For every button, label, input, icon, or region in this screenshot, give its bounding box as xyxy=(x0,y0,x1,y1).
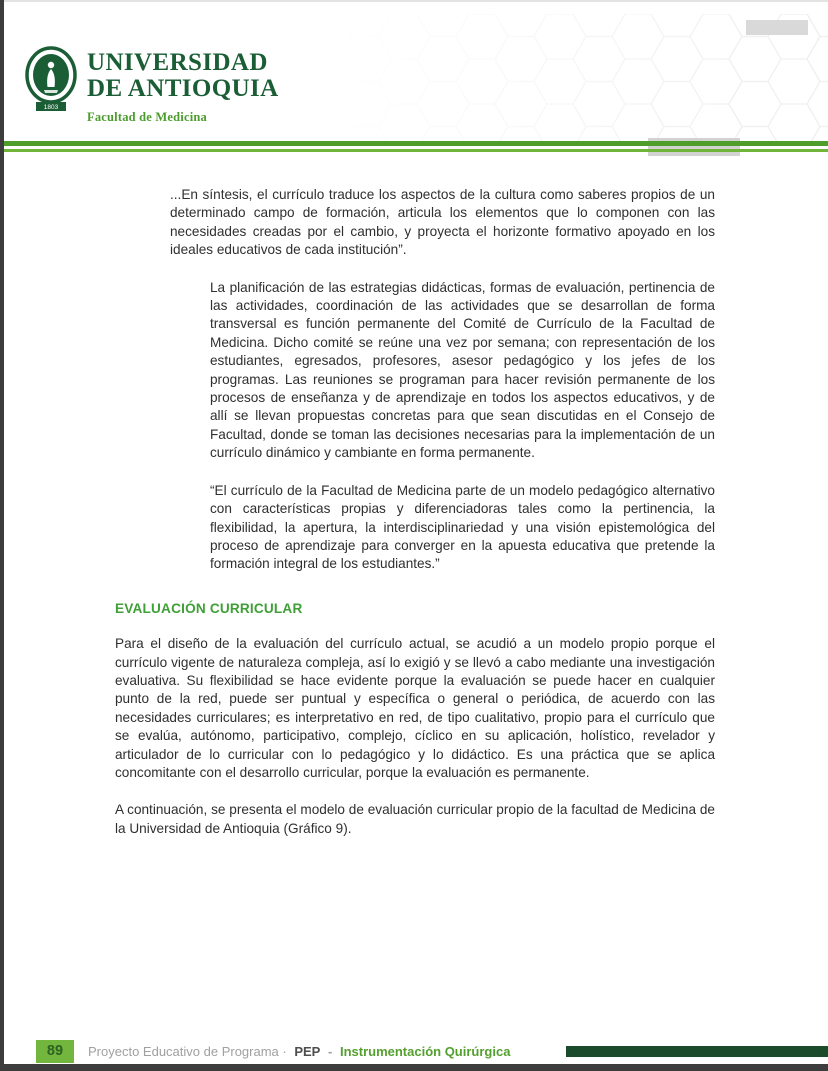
evaluation-paragraph: Para el diseño de la evaluación del currículo actual, se acudió a un modelo propio porque el currículo vigente de naturaleza compleja, así lo exigió y se llevó a cabo mediante una investigación evaluativa. Su flexibilidad se hace evidente porque la evaluación se puede hacer en cualquier punto de la red, puede ser puntual y específica o general o periódica, de acuerdo con las necesidades curriculares; es interpretativo en red, de tipo cualitativo, propio para el currículo que se evalúa, autónomo, participativo, complejo, cíclico en su aplicación, holístico, revelador y articulador de lo curricular con lo pedagógico y lo didáctico. Es una práctica que se aplica concomitante con el desarrollo curricular, porque la evaluación es permanente. xyxy=(115,636,715,780)
crest-year: 1803 xyxy=(43,104,59,111)
footer-accent-bar xyxy=(566,1046,828,1057)
document-body xyxy=(115,186,715,857)
faculty-name: Facultad de Medicina xyxy=(87,110,207,124)
footer-program-name: Instrumentación Quirúrgica xyxy=(339,1044,511,1059)
university-name-line1: UNIVERSIDAD xyxy=(87,49,268,76)
footer-title xyxy=(88,1044,514,1059)
header-rule-thin xyxy=(0,149,828,152)
footer-separator: - xyxy=(327,1044,333,1059)
university-name-line2: DE ANTIOQUIA xyxy=(87,75,279,102)
decorative-gray-block-top-right xyxy=(746,20,808,35)
page-number-badge: 89 xyxy=(36,1040,74,1063)
scan-edge-top xyxy=(0,0,828,2)
footer-label: Proyecto Educativo de Programa · xyxy=(88,1044,287,1059)
model-quote-paragraph: “El currículo de la Facultad de Medicina parte de un modelo pedagógico alternativo con características propias y diferenciadoras tales como la pertinencia, la flexibilidad, la apertura, la interdisciplinariedad y una visión epistemológica del proceso de aprendizaje para converger en la apuesta educativa que pretende la formación integral de los estudiantes.” xyxy=(210,482,715,572)
header-rule-thick xyxy=(0,141,828,146)
logo-text xyxy=(87,46,279,125)
quote-paragraph: ...En síntesis, el currículo traduce los aspectos de la cultura como saberes propios de un determinado campo de formación, articula los elementos que lo componen con las necesidades creadas por el cambio, y proyecta el horizonte formativo apoyado en los ideales educativos de cada institución”. xyxy=(170,187,715,258)
university-crest-icon xyxy=(24,46,78,112)
closing-paragraph: A continuación, se presenta el modelo de evaluación curricular propio de la facultad de Medicina de la Universidad de Antioquia (Gráfico 9). xyxy=(115,802,715,836)
scan-edge-left xyxy=(0,0,4,1071)
section-heading-evaluacion-curricular: EVALUACIÓN CURRICULAR xyxy=(115,600,303,616)
scan-edge-bottom xyxy=(0,1064,828,1071)
university-logo xyxy=(24,46,279,125)
footer-acronym: PEP xyxy=(294,1044,321,1059)
committee-paragraph: La planificación de las estrategias didácticas, formas de evaluación, pertinencia de las actividades, coordinación de las actividades que se desarrollan de forma transversal es función permanente del Comité de Currículo de la Facultad de Medicina. Dicho comité se reúne una vez por semana; con representación de los estudiantes, egresados, profesores, asesor pedagógico y los jefes de los programas. Las reuniones se programan para hacer revisión permanente de los procesos de enseñanza y de aprendizaje en todos los aspectos educativos, y de allí se llevan propuestas concretas para que sean discutidas en el Consejo de Facultad, donde se toman las decisiones necesarias para la implementación de un currículo dinámico y cambiante en forma permanente. xyxy=(210,279,715,461)
